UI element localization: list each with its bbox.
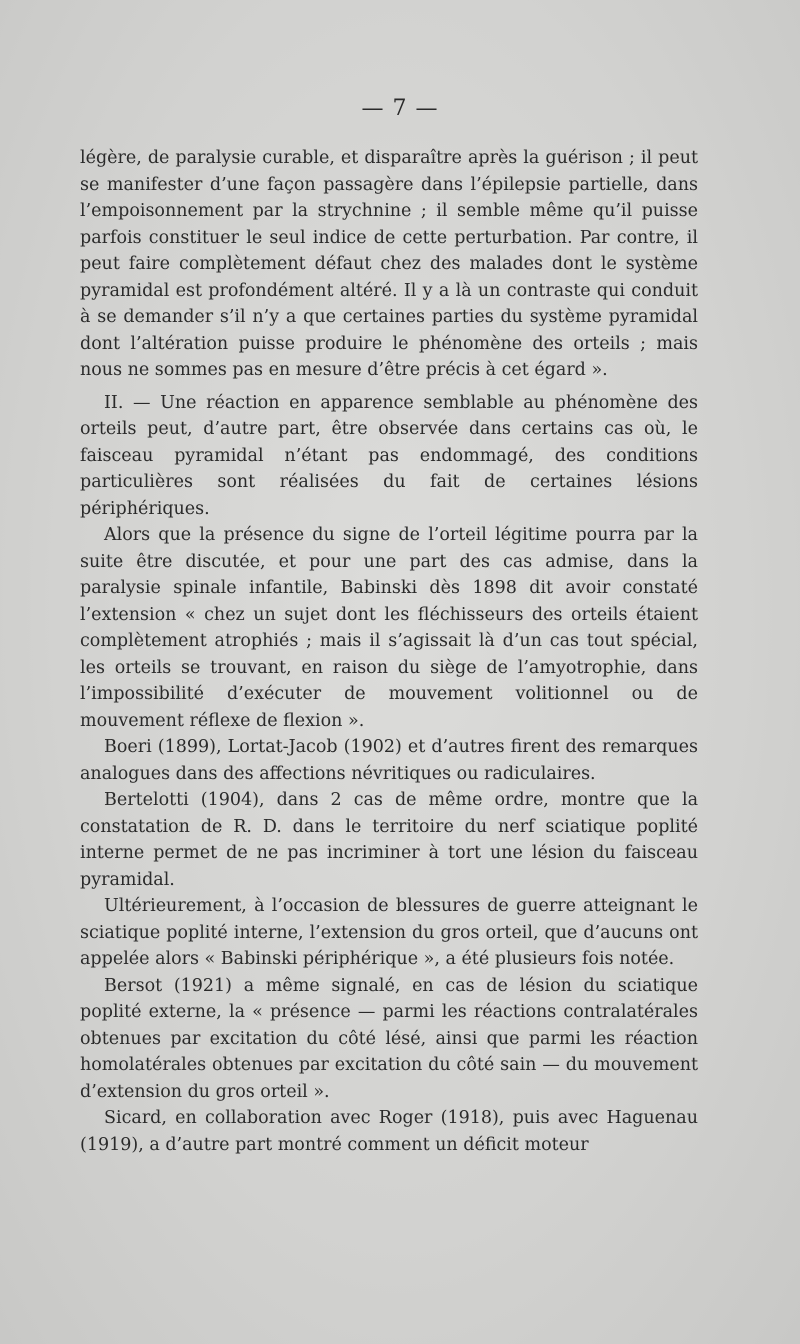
page-number: — 7 — bbox=[361, 96, 439, 121]
paragraph-continuation: légère, de paralysie curable, et disparaître après la guérison ; il peut se manifester d’une façon passagère dans l’épilepsie partielle, dans l’empoisonnement par la strychnine ; il semble même qu’il puisse parfois constituer le seul indice de cette perturbation. Par contre, il peut faire complètement défaut chez des malades dont le système pyramidal est profondément altéré. Il y a là un contraste qui conduit à se demander s’il n’y a que certaines parties du système pyramidal dont l’altération puisse produire le phénomène des orteils ; mais nous ne sommes pas en mesure d’être précis à cet égard ». bbox=[80, 148, 698, 380]
paragraph-section-ii: II. — Une réaction en apparence semblable au phénomène des orteils peut, d’autre part, être observée dans certains cas où, le faisceau pyramidal n’étant pas endommagé, des conditions particulières sont réalisées du fait de certaines lésions périphériques. bbox=[80, 392, 698, 519]
paragraph-babinski-1898: Alors que la présence du signe de l’orteil légitime pourra par la suite être discutée, et pour une part des cas admise, dans la paralysie spinale infantile, Babinski dès 1898 dit avoir constaté l’extension « chez un sujet dont les fléchisseurs des orteils étaient complètement atrophiés ; mais il s’agissait là d’un cas tout spécial, les orteils se trouvant, en raison du siège de l’amyotrophie, dans l’impossibilité d’exécuter de mouvement volitionnel ou de mouvement réflexe de flexion ». bbox=[80, 525, 698, 731]
paragraph-bertelotti: Bertelotti (1904), dans 2 cas de même ordre, montre que la constatation de R. D. dans le territoire du nerf sciatique poplité interne permet de ne pas incriminer à tort une lésion du faisceau pyramidal. bbox=[80, 790, 698, 890]
body-text bbox=[80, 145, 698, 1158]
paragraph-boeri: Boeri (1899), Lortat-Jacob (1902) et d’autres firent des remarques analogues dans des affections névritiques ou radiculaires. bbox=[80, 737, 698, 784]
paragraph-sicard: Sicard, en collaboration avec Roger (1918), puis avec Haguenau (1919), a d’autre part montré comment un déficit moteur bbox=[80, 1108, 698, 1155]
paragraph-war-injuries: Ultérieurement, à l’occasion de blessures de guerre atteignant le sciatique poplité interne, l’extension du gros orteil, que d’aucuns ont appelée alors « Babinski périphérique », a été plusieurs fois notée. bbox=[80, 896, 698, 969]
paragraph-bersot: Bersot (1921) a même signalé, en cas de lésion du sciatique poplité externe, la « présence — parmi les réactions contralatérales obtenues par excitation du côté lésé, ainsi que parmi les réaction homolatérales obtenues par excitation du côté sain — du mouvement d’extension du gros orteil ». bbox=[80, 975, 698, 1102]
